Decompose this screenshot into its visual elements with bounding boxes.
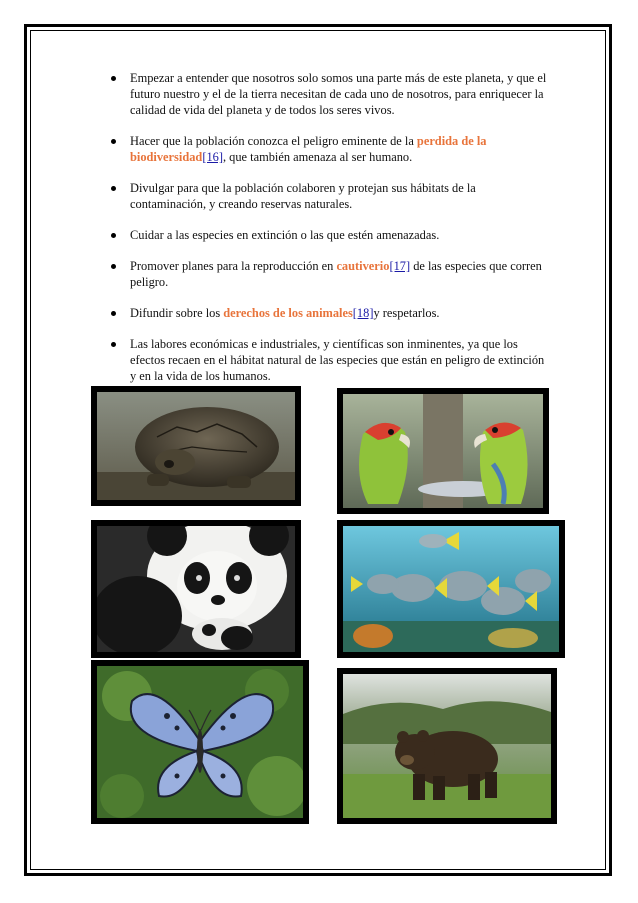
bullet-text: Hacer que la población conozca el peligro eminente de la: [130, 134, 417, 148]
butterfly-image: [97, 666, 303, 818]
tortoise-image: [97, 392, 295, 500]
bullet-dot-icon: [111, 342, 116, 347]
reference-link[interactable]: [16]: [202, 150, 223, 164]
bullet-item: [108, 336, 548, 384]
highlighted-term: cautiverio: [336, 259, 390, 273]
photo-butterfly: [91, 660, 309, 824]
photo-parrots: [337, 388, 549, 514]
bullet-item: [108, 258, 548, 290]
bullet-text: Cuidar a las especies en extinción o las que estén amenazadas.: [130, 228, 440, 242]
bullet-dot-icon: [111, 311, 116, 316]
panda-image: [97, 526, 295, 652]
bullet-text: Promover planes para la reproducción en: [130, 259, 337, 273]
bullet-dot-icon: [111, 76, 116, 81]
bullet-list: [108, 70, 548, 399]
photo-tortoise: [91, 386, 301, 506]
bear-image: [343, 674, 551, 818]
reference-link[interactable]: [17]: [389, 259, 411, 273]
bullet-text: Divulgar para que la población colaboren y protejan sus hábitats de la contaminación, y creando reservas naturales.: [130, 181, 476, 211]
bullet-text: Empezar a entender que nosotros solo somos una parte más de este planeta, y que el futuro nuestro y el de la tierra necesitan de cada uno de nosotros, para enriquecer la calidad de vida del planeta y de todos los seres vivos.: [130, 71, 547, 117]
bullet-dot-icon: [111, 139, 116, 144]
fish-image: [343, 526, 559, 652]
photo-fish: [337, 520, 565, 658]
reference-link[interactable]: [18]: [352, 306, 374, 320]
bullet-item: [108, 227, 548, 243]
bullet-item: [108, 305, 548, 321]
highlighted-term: derechos de los animales: [223, 306, 353, 320]
bullet-item: [108, 133, 548, 165]
bullet-dot-icon: [111, 264, 116, 269]
bullet-text: , que también amenaza al ser humano.: [222, 150, 413, 164]
photo-panda: [91, 520, 301, 658]
photo-bear: [337, 668, 557, 824]
bullet-text: Difundir sobre los: [130, 306, 224, 320]
bullet-item: [108, 70, 548, 118]
bullet-text: de las especies que corren peligro.: [130, 259, 542, 289]
bullet-dot-icon: [111, 233, 116, 238]
highlighted-term: perdida de la biodiversidad: [130, 134, 487, 164]
bullet-dot-icon: [111, 186, 116, 191]
bullet-text: y respetarlos.: [373, 306, 440, 320]
parrots-image: [343, 394, 543, 508]
bullet-item: [108, 180, 548, 212]
bullet-text: Las labores económicas e industriales, y científicas son inminentes, ya que los efectos recaen en el hábitat natural de las especies que están en peligro de extinción y en la vida de los humanos.: [130, 337, 545, 383]
